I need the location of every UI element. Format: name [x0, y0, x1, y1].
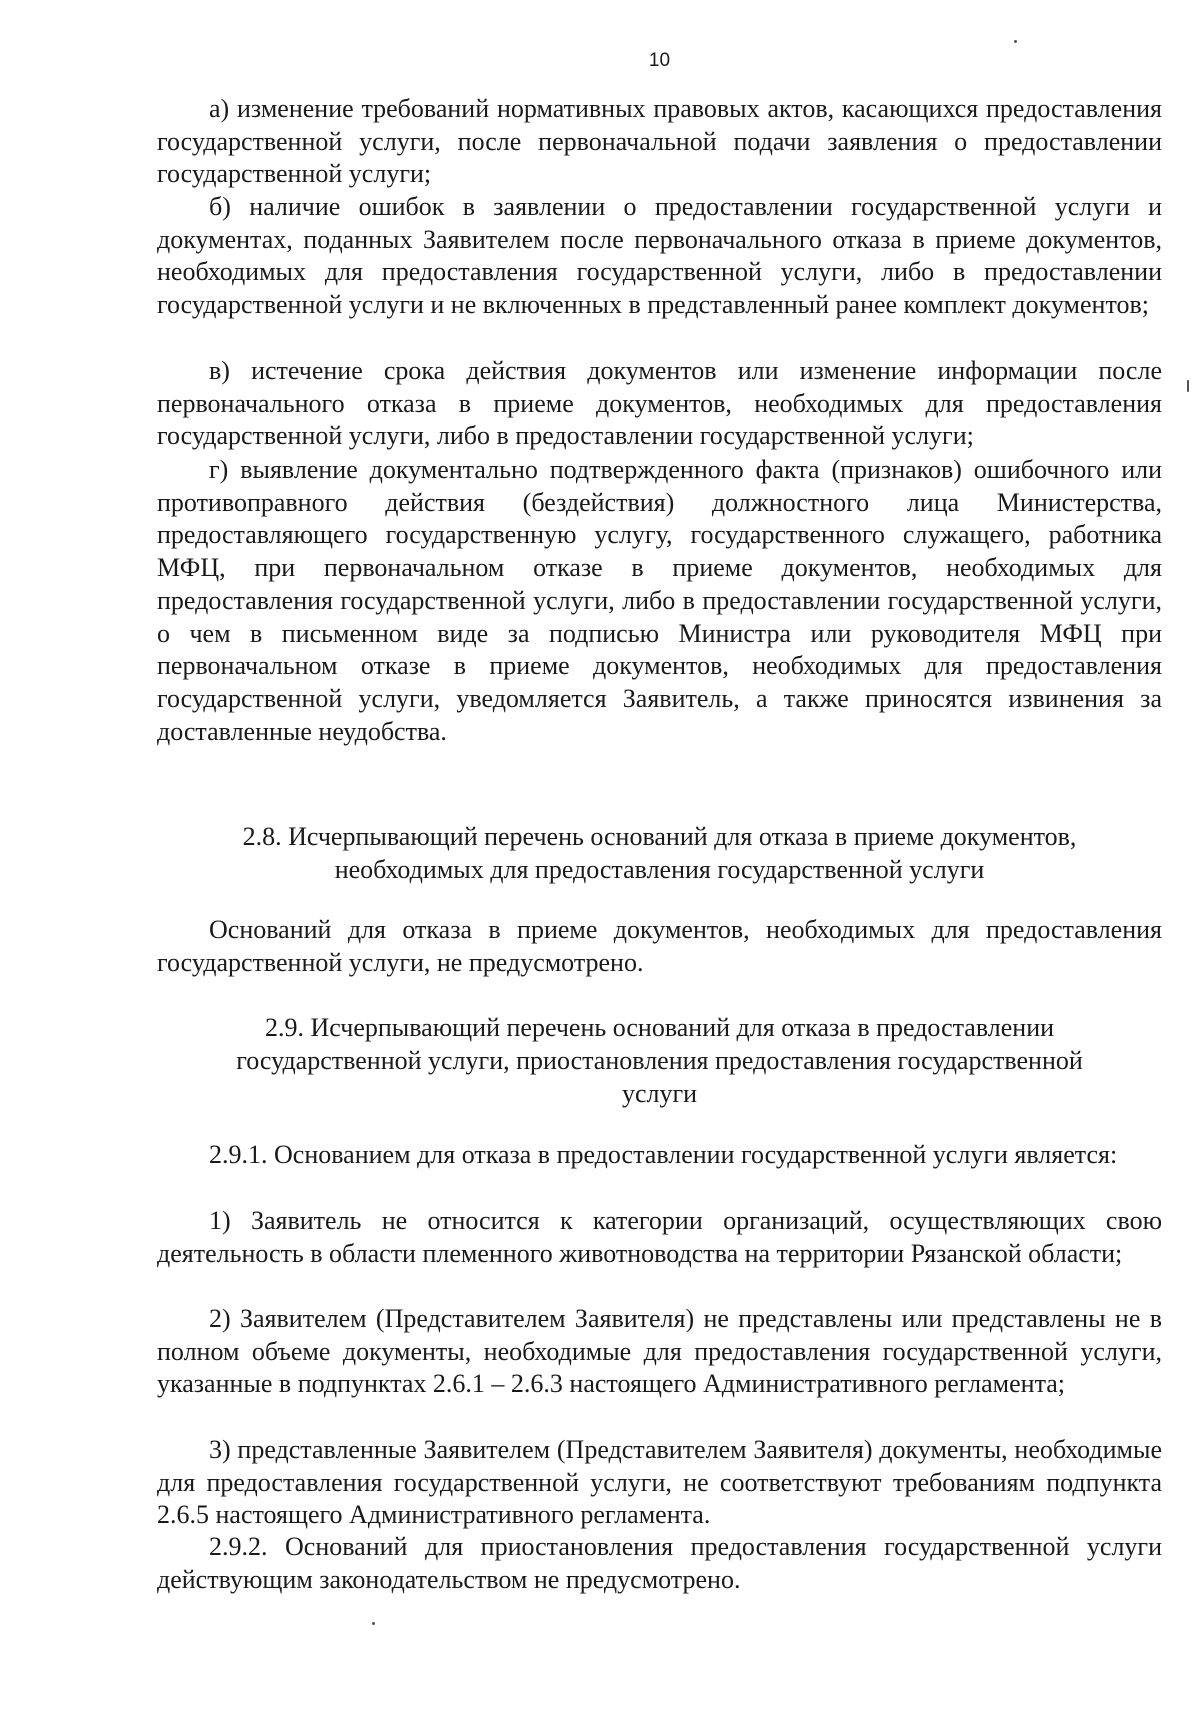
paragraph-v: в) истечение срока действия документов или изменение информации после первоначального отказа в приеме документов, необходимых для предоставления государственной услуги, либо в предоставлении государственной услуги;	[157, 356, 1162, 451]
section-2-9-heading-line-2: государственной услуги, приостановления предоставления государственной	[236, 1046, 1083, 1075]
scan-speck	[1187, 380, 1189, 392]
section-2-8-heading-line-1: 2.8. Исчерпывающий перечень оснований для отказа в приеме документов,	[242, 822, 1077, 851]
page-number: 10	[648, 50, 671, 71]
list-item-3: 3) представленные Заявителем (Представителем Заявителя) документы, необходимые для предоставления государственной услуги, не соответствуют требованиям подпункта 2.6.5 настоящего Административного регламента.	[157, 1435, 1162, 1530]
paragraph-g: г) выявление документально подтвержденного факта (признаков) ошибочного или противоправного действия (бездействия) должностного лица Министерства, предоставляющего государственную услугу, государственного служащего, работника МФЦ, при первоначальном отказе в приеме документов, необходимых для предоставления государственной услуги, либо в предоставлении государственной услуги, о чем в письменном виде за подписью Министра или руководителя МФЦ при первоначальном отказе в приеме документов, необходимых для предоставления государственной услуги, уведомляется Заявитель, а также приносятся извинения за доставленные неудобства.	[157, 455, 1162, 746]
scan-speck	[1014, 40, 1017, 43]
paragraph-b: б) наличие ошибок в заявлении о предоставлении государственной услуги и документах, поданных Заявителем после первоначального отказа в приеме документов, необходимых для предоставления государственной услуги, либо в предоставлении государственной услуги и не включенных в представленный ранее комплект документов;	[157, 192, 1162, 320]
paragraph-a: а) изменение требований нормативных правовых актов, касающихся предоставления государственной услуги, после первоначальной подачи заявления о предоставлении государственной услуги;	[157, 94, 1162, 189]
scan-speck	[372, 1622, 375, 1625]
section-2-8-heading-line-2: необходимых для предоставления государственной услуги	[334, 855, 985, 884]
section-2-9-heading-line-1: 2.9. Исчерпывающий перечень оснований для отказа в предоставлении	[264, 1013, 1055, 1042]
section-2-8-text: Оснований для отказа в приеме документов, необходимых для предоставления государственной услуги, не предусмотрено.	[157, 915, 1162, 977]
paragraph-2-9-1: 2.9.1. Основанием для отказа в предоставлении государственной услуги является:	[209, 1140, 1118, 1169]
section-2-9-heading-line-3: услуги	[621, 1079, 698, 1108]
paragraph-2-9-2: 2.9.2. Оснований для приостановления предоставления государственной услуги действующим законодательством не предусмотрено.	[157, 1532, 1162, 1594]
list-item-1: 1) Заявитель не относится к категории организаций, осуществляющих свою деятельность в области племенного животноводства на территории Рязанской области;	[157, 1206, 1162, 1268]
list-item-2: 2) Заявителем (Представителем Заявителя) не представлены или представлены не в полном объеме документы, необходимые для предоставления государственной услуги, указанные в подпунктах 2.6.1 – 2.6.3 настоящего Административного регламента;	[157, 1304, 1162, 1399]
